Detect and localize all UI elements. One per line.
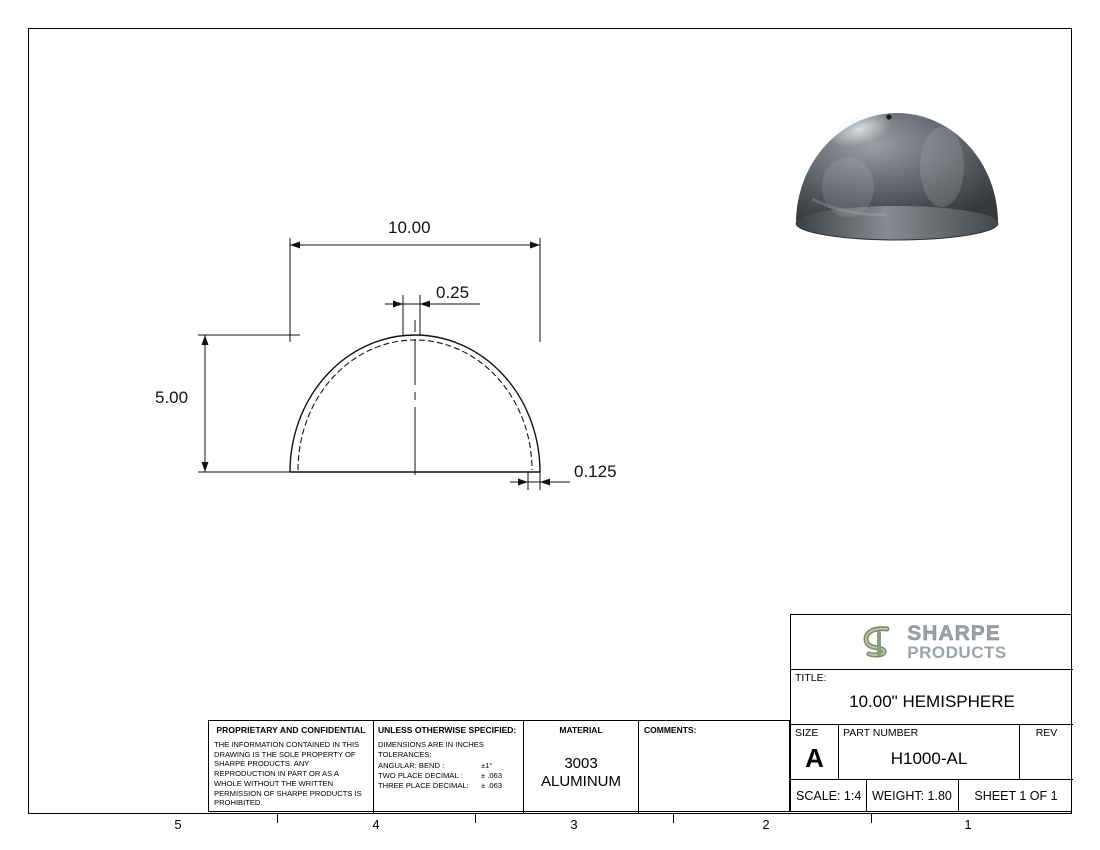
logo-mark-icon xyxy=(857,624,899,660)
notes-block xyxy=(208,720,790,812)
proprietary-heading: PROPRIETARY AND CONFIDENTIAL xyxy=(216,725,366,735)
company-logo xyxy=(791,615,1073,670)
logo-text-line2: PRODUCTS xyxy=(907,643,1007,662)
zone-label-4: 4 xyxy=(372,817,380,832)
material-name: ALUMINUM xyxy=(540,773,621,790)
spec-row-value: ± .063 xyxy=(481,781,503,790)
title-value: 10.00" HEMISPHERE xyxy=(849,692,1015,711)
zone-tick xyxy=(673,814,674,823)
material-heading: MATERIAL xyxy=(559,725,603,735)
weight-cell: WEIGHT: 1.80 xyxy=(867,780,959,812)
zone-label-3: 3 xyxy=(570,817,578,832)
spec-row-label: ANGULAR: BEND : xyxy=(378,760,445,770)
spec-row xyxy=(378,781,519,791)
material-grade: 3003 xyxy=(564,755,598,772)
size-value: A xyxy=(805,743,824,773)
zone-tick xyxy=(475,814,476,823)
spec-row-label: TWO PLACE DECIMAL : xyxy=(378,770,463,780)
spec-row-value: ±1° xyxy=(481,760,493,770)
logo-text-line1: SHARPE xyxy=(907,622,1001,645)
dim-wall-thickness: 0.125 xyxy=(574,462,617,481)
spec-line-units: DIMENSIONS ARE IN INCHES xyxy=(378,740,484,749)
dim-top-thickness: 0.25 xyxy=(436,283,470,302)
zone-label-5: 5 xyxy=(174,817,182,832)
part-number-value: H1000-AL xyxy=(890,749,968,768)
zone-tick xyxy=(277,814,278,823)
spec-row-label: THREE PLACE DECIMAL: xyxy=(378,781,469,790)
section-view xyxy=(150,200,710,530)
zone-label-1: 1 xyxy=(964,817,972,832)
title-block xyxy=(790,614,1072,812)
rev-caption: REV xyxy=(1035,727,1058,739)
hemisphere-render xyxy=(790,95,1005,245)
part-number-caption: PART NUMBER xyxy=(843,727,919,739)
zone-tick xyxy=(871,814,872,823)
dim-overall-diameter: 10.00 xyxy=(388,218,431,237)
specification-cell xyxy=(374,721,524,813)
comments-cell xyxy=(639,721,791,813)
spec-row-value: ± .063 xyxy=(481,770,503,780)
specification-heading: UNLESS OTHERWISE SPECIFIED: xyxy=(378,725,517,735)
proprietary-text: THE INFORMATION CONTAINED IN THIS DRAWING IS THE SOLE PROPERTY OF SHARPE PRODUCTS. ANY REPRODUCTION IN PART OR AS A WHOLE WITHOUT THE WRITTEN PERMISSION OF SHARPE PRODUCTS IS PROHIBITED. xyxy=(214,740,362,808)
material-cell xyxy=(524,721,639,813)
rev-cell xyxy=(1020,725,1073,780)
hemisphere-isometric-view xyxy=(790,95,1005,245)
dim-height: 5.00 xyxy=(155,388,189,407)
title-cell xyxy=(791,670,1073,725)
sheet-cell: SHEET 1 OF 1 xyxy=(974,789,1058,803)
comments-heading: COMMENTS: xyxy=(644,725,697,735)
spec-line-tolerances: TOLERANCES: xyxy=(378,750,432,760)
part-number-cell xyxy=(839,725,1020,780)
size-caption: SIZE xyxy=(795,727,819,739)
spec-row xyxy=(378,761,519,771)
section-view-geometry xyxy=(150,200,710,530)
size-cell xyxy=(791,725,839,780)
proprietary-cell xyxy=(209,721,374,813)
spec-row xyxy=(378,771,519,781)
scale-cell: SCALE: 1:4 xyxy=(791,780,867,812)
title-caption: TITLE: xyxy=(795,672,827,684)
zone-label-2: 2 xyxy=(762,817,770,832)
